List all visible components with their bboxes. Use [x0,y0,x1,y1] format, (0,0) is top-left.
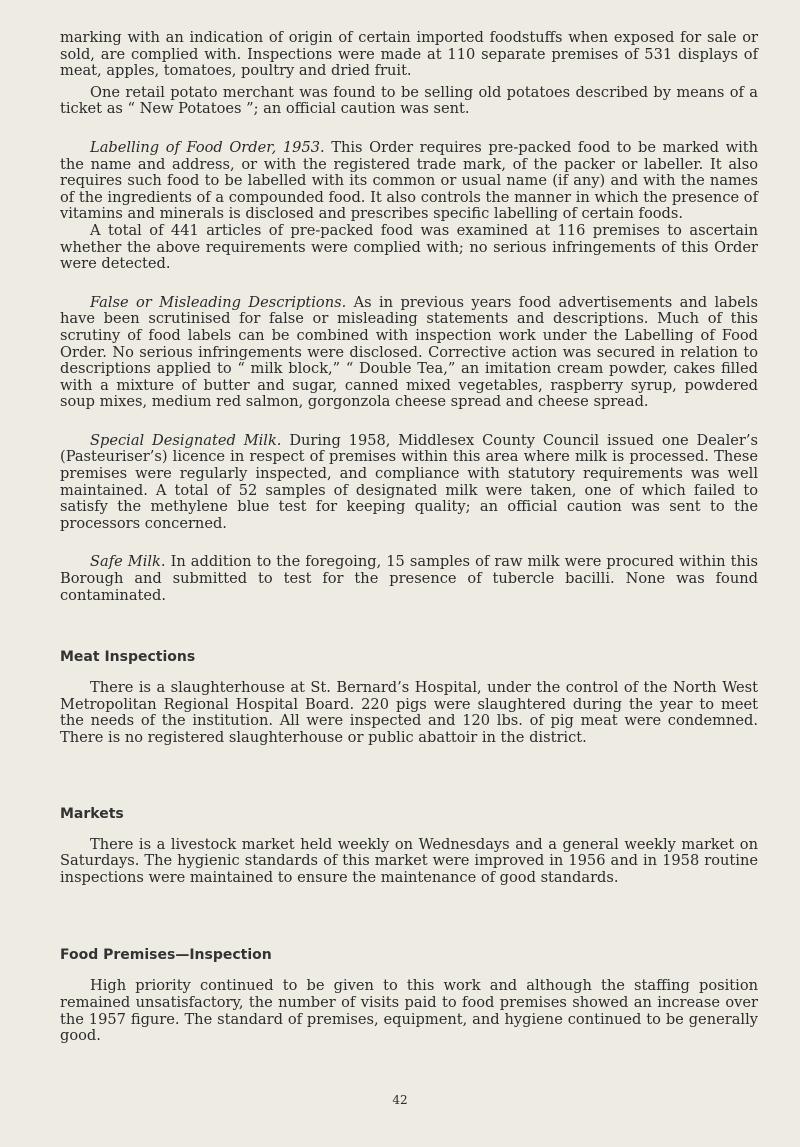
safe-milk-text: In addition to the foregoing, 15 samples of raw milk were procured within this Borough and submitted to test for the presence of tubercle bacilli. None was found contaminated. [60,553,758,604]
paragraph-origin-marking: marking with an indication of origin of certain imported foodstuffs when exposed for sale or sold, are complied with. Inspections were made at 110 separate premises of 531 displays of meat, apples, tomatoes, poultry and dried fruit. [60,29,758,80]
special-milk-text: During 1958, Middlesex County Council issued one Dealer’s (Pasteuriser’s) licence in respect of premises within this area where milk is processed. These premises were regularly inspected, and compliance with statutory requirements was well maintained. A total of 52 samples of designated milk were taken, one of which failed to satisfy the methylene blue test for keeping quality; an official caution was sent to the processors concerned. [60,431,758,532]
labelling-order-text: This Order requires pre-packed food to be marked with the name and address, or with the registered trade mark, of the packer or labeller. It also requires such food to be labelled with its common or usual name (if any) and with the names of the ingredients of a compounded food. It also controls the manner in which the presence of vitamins and minerals is disclosed and prescribes specific labelling of certain foods. [60,138,758,223]
page-number: 42 [392,1093,408,1107]
safe-milk-title: Safe Milk. [90,553,166,571]
labelling-order-title: Labelling of Food Order, 1953. [90,138,325,156]
special-milk-title: Special Designated Milk. [90,431,282,449]
paragraph-special-milk [60,433,758,533]
heading-food-premises: Food Premises—Inspection [60,947,272,964]
false-descriptions-text: As in previous years food advertisements and labels have been scrutinised for false or misleading statements and descriptions. Much of this scrutiny of food labels can be combined with inspection work under the Labelling of Food Order. No serious infringements were disclosed. Corrective action was secured in relation to descriptions applied to “ milk block,” “ Double Tea,” an imitation cream powder, cakes filled with a mixture of butter and sugar, canned mixed vegetables, raspberry syrup, powdered soup mixes, medium red salmon, gorgonzola cheese spread and cheese spread. [60,293,758,411]
paragraph-false-descriptions [60,295,758,411]
heading-meat-inspections: Meat Inspections [60,649,196,666]
paragraph-labelling-order [60,140,758,223]
paragraph-prepacked-examined: A total of 441 articles of pre-packed food was examined at 116 premises to ascertain whether the above requirements were complied with; no serious infringements of this Order were detected. [60,221,758,273]
paragraph-safe-milk [60,554,758,604]
paragraph-meat-inspections: There is a slaughterhouse at St. Bernard’s Hospital, under the control of the North West Metropolitan Regional Hospital Board. 220 pigs were slaughtered during the year to meet the needs of the institution. All were inspected and 120 lbs. of pig meat were condemned. There is no registered slaughterhouse or public abattoir in the district. [60,679,758,746]
paragraph-markets: There is a livestock market held weekly on Wednesdays and a general weekly market on Saturdays. The hygienic standards of this market were improved in 1956 and in 1958 routine inspections were maintained to ensure the maintenance of good standards. [60,835,758,886]
paragraph-food-premises: High priority continued to be given to this work and although the staffing position remained unsatisfactory, the number of visits paid to food premises showed an increase over the 1957 figure. The standard of premises, equipment, and hygiene continued to be generally good. [60,977,758,1045]
heading-markets: Markets [60,805,124,822]
paragraph-potato-merchant: One retail potato merchant was found to be selling old potatoes described by means of a ticket as “ New Potatoes ”; an official caution was sent. [60,83,758,118]
false-descriptions-title: False or Misleading Descriptions. [90,293,347,311]
